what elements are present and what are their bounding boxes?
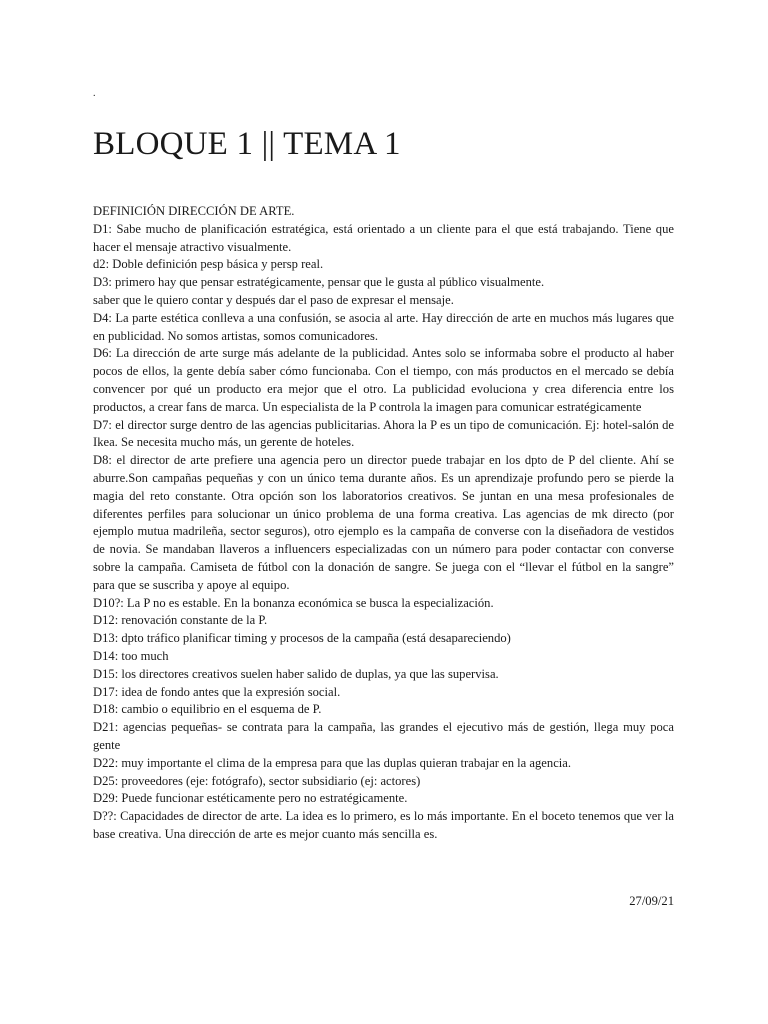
paragraph-d29: D29: Puede funcionar estéticamente pero no estratégicamente. bbox=[93, 791, 408, 806]
paragraph-d18: D18: cambio o equilibrio en el esquema de P. bbox=[93, 702, 322, 717]
paragraph-d-unknown: D??: Capacidades de director de arte. La idea es lo primero, es lo más importante. En el boceto tenemos que ver la base creativa. Una dirección de arte es mejor cuanto más sencilla es. bbox=[93, 809, 674, 841]
paragraph-d17: D17: idea de fondo antes que la expresión social. bbox=[93, 684, 341, 699]
paragraph-d3: D3: primero hay que pensar estratégicamente, pensar que le gusta al público visualmente. bbox=[93, 275, 545, 290]
page-date: 27/09/21 bbox=[629, 894, 674, 908]
paragraph-d6: D6: La dirección de arte surge más adelante de la publicidad. Antes solo se informaba sobre el producto al haber pocos de ellos, la gente debía saber cómo funcionaba. Con el tiempo, con más productos en el mercado se debía convencer por qué un producto era mejor que el otro. La publicidad evoluciona y crea diferencia entre los productos, a crear fans de marca. Un especialista de la P controla la imagen para comunicar estratégicamente bbox=[93, 346, 674, 414]
paragraph-d13: D13: dpto tráfico planificar timing y procesos de la campaña (está desapareciendo) bbox=[93, 631, 511, 646]
paragraph-d15: D15: los directores creativos suelen haber salido de duplas, ya que las supervisa. bbox=[93, 666, 499, 681]
page-marker: . bbox=[93, 88, 96, 99]
paragraph-d7: D7: el director surge dentro de las agencias publicitarias. Ahora la P es un tipo de comunicación. Ej: hotel-salón de Ikea. Se necesita mucho más, un gerente de hoteles. bbox=[93, 417, 674, 450]
section-heading: DEFINICIÓN DIRECCIÓN DE ARTE. bbox=[93, 204, 295, 218]
paragraph-d10: D10?: La P no es estable. En la bonanza económica se busca la especialización. bbox=[93, 595, 494, 610]
paragraph-d21: D21: agencias pequeñas- se contrata para la campaña, las grandes el ejecutivo más de gestión, llega muy poca gente bbox=[93, 720, 674, 752]
document-body bbox=[93, 203, 674, 844]
paragraph-d3-continued: saber que le quiero contar y después dar el paso de expresar el mensaje. bbox=[93, 292, 454, 307]
paragraph-d1: D1: Sabe mucho de planificación estratégica, está orientado a un cliente para el que está trabajando. Tiene que hacer el mensaje atractivo visualmente. bbox=[93, 221, 674, 254]
paragraph-d25: D25: proveedores (eje: fotógrafo), sector subsidiario (ej: actores) bbox=[93, 773, 421, 788]
paragraph-d14: D14: too much bbox=[93, 648, 169, 663]
paragraph-d2: d2: Doble definición pesp básica y persp real. bbox=[93, 257, 324, 272]
paragraph-d22: D22: muy importante el clima de la empresa para que las duplas quieran trabajar en la agencia. bbox=[93, 755, 572, 770]
paragraph-d12: D12: renovación constante de la P. bbox=[93, 613, 268, 628]
page-title: BLOQUE 1 || TEMA 1 bbox=[93, 126, 401, 162]
paragraph-d4: D4: La parte estética conlleva a una confusión, se asocia al arte. Hay dirección de arte en muchos más lugares que en publicidad. No somos artistas, somos comunicadores. bbox=[93, 310, 674, 343]
paragraph-d8: D8: el director de arte prefiere una agencia pero un director puede trabajar en los dpto de P del cliente. Ahí se aburre.Son campañas pequeñas y con un único tema durante años. Es un aprendizaje profundo pero se pierde la magia del reto constante. Otra opción son los laboratorios creativos. Se juntan en una mesa profesionales de diferentes perfiles para solucionar un único problema de una forma creativa. Las agencias de mk directo (por ejemplo mutua madrileña, sector seguros), otro ejemplo es la campaña de converse con la diseñadora de vestidos de novia. Se mandaban llaveros a influencers especializadas con un número para poder contactar con converse sobre la campaña. Camiseta de fútbol con la donación de sangre. Se juega con el “llevar el fútbol en la sangre” para que se suscriba y apoye al equipo. bbox=[93, 453, 674, 592]
